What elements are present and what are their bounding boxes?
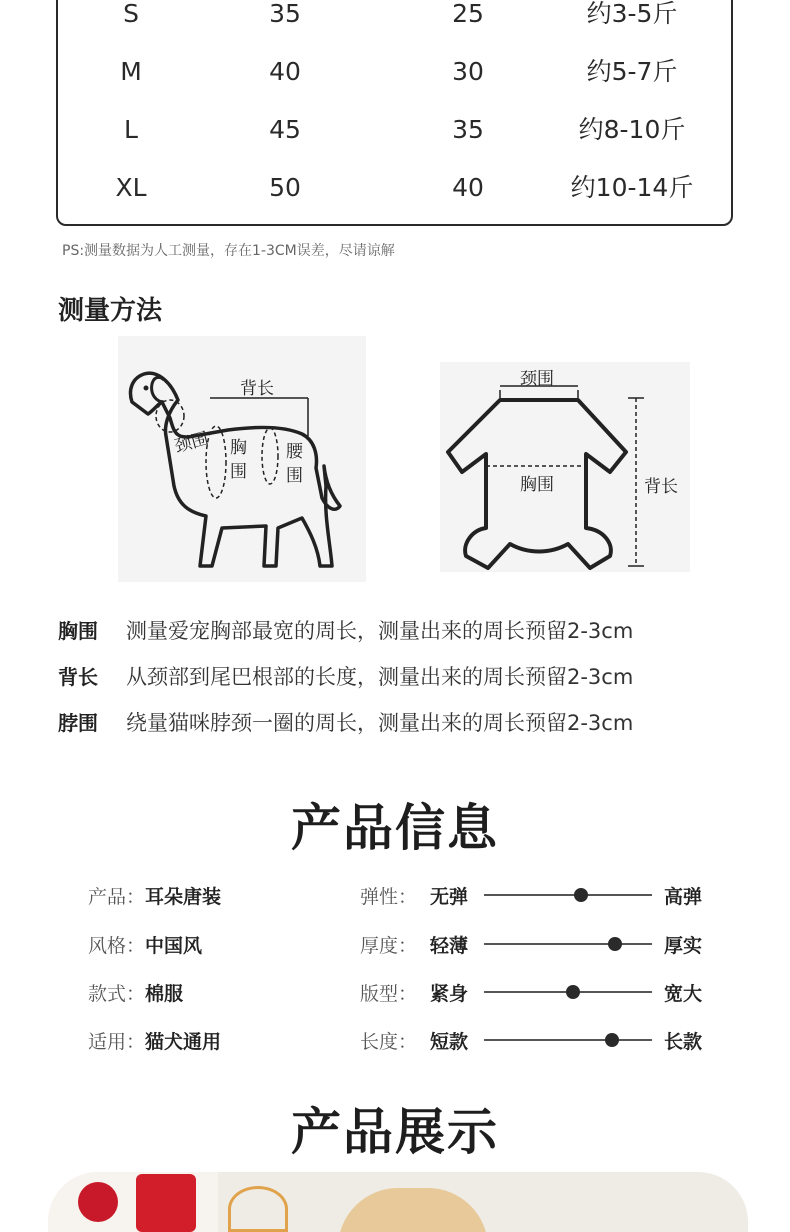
definition-term: 背长	[58, 665, 98, 689]
scale-min: 无弹	[430, 886, 469, 908]
size-note: PS:测量数据为人工测量，存在1-3CM误差，尽请谅解	[62, 243, 395, 259]
scale-elasticity	[360, 882, 730, 910]
scale-min: 紧身	[430, 983, 469, 1005]
scale-track	[484, 991, 652, 993]
dog-back-label: 背长	[240, 379, 274, 399]
scale-marker	[605, 1033, 619, 1047]
scale-length	[360, 1027, 730, 1055]
pet-fur	[338, 1188, 488, 1232]
table-row	[58, 52, 731, 92]
scale-marker	[566, 985, 580, 999]
garment-chest-label: 胸围	[520, 475, 554, 495]
red-ornament-icon	[78, 1182, 118, 1222]
scale-min: 轻薄	[430, 935, 469, 957]
definition-text: 测量爱宠胸部最宽的周长，测量出来的周长预留2-3cm	[126, 619, 634, 643]
scale-thickness	[360, 931, 730, 959]
scale-max: 宽大	[664, 983, 703, 1005]
dog-chest-label: 胸 围	[230, 438, 247, 482]
garment-outline-icon	[440, 362, 690, 572]
size-cell: L	[124, 115, 138, 144]
info-value: 耳朵唐装	[145, 886, 222, 908]
size-cell: 35	[269, 0, 301, 28]
product-info-title: 产品信息	[291, 799, 499, 857]
table-row	[58, 110, 731, 150]
product-display-title: 产品展示	[291, 1103, 499, 1161]
scale-max: 长款	[664, 1031, 703, 1053]
definition-row	[58, 706, 633, 740]
size-cell: 35	[452, 115, 484, 144]
size-cell: 约8-10斤	[578, 115, 686, 144]
scale-track	[484, 1039, 652, 1041]
scale-label: 厚度：	[360, 935, 418, 957]
garment-back-label: 背长	[644, 477, 678, 497]
garment-neck-label: 颈围	[520, 369, 554, 389]
fu-charm-icon	[136, 1174, 196, 1232]
measure-title: 测量方法	[58, 296, 163, 326]
table-row	[58, 168, 731, 208]
dog-waist-label: 腰 围	[286, 442, 303, 486]
scale-max: 厚实	[664, 935, 703, 957]
scale-fit	[360, 979, 730, 1007]
info-item	[88, 882, 221, 909]
size-cell: 30	[452, 57, 484, 86]
size-cell: 40	[452, 173, 484, 202]
scale-label: 长度：	[360, 1031, 418, 1053]
size-cell: S	[123, 0, 139, 28]
size-cell: 约3-5斤	[586, 0, 678, 28]
definition-term: 脖围	[58, 711, 98, 735]
info-value: 棉服	[145, 983, 184, 1005]
info-label: 款式：	[88, 983, 146, 1005]
info-value: 猫犬通用	[145, 1031, 222, 1053]
info-item	[88, 1027, 221, 1054]
definition-row	[58, 614, 633, 648]
size-cell: 约5-7斤	[586, 57, 678, 86]
definition-text: 绕量猫咪脖颈一圈的周长，测量出来的周长预留2-3cm	[126, 711, 634, 735]
table-row	[58, 0, 731, 34]
scale-marker	[608, 937, 622, 951]
info-item	[88, 931, 202, 958]
scale-max: 高弹	[664, 886, 703, 908]
size-table	[56, 0, 733, 226]
definition-text: 从颈部到尾巴根部的长度，测量出来的周长预留2-3cm	[126, 665, 634, 689]
info-label: 适用：	[88, 1031, 146, 1053]
size-cell: 40	[269, 57, 301, 86]
size-cell: 50	[269, 173, 301, 202]
size-cell: 45	[269, 115, 301, 144]
size-cell: 25	[452, 0, 484, 28]
definition-term: 胸围	[58, 619, 98, 643]
info-value: 中国风	[145, 935, 203, 957]
scale-label: 弹性：	[360, 886, 418, 908]
dog-diagram	[118, 336, 366, 582]
scale-min: 短款	[430, 1031, 469, 1053]
garment-diagram	[440, 362, 690, 572]
info-label: 产品：	[88, 886, 146, 908]
size-cell: XL	[115, 173, 147, 202]
scale-track	[484, 894, 652, 896]
info-label: 风格：	[88, 935, 146, 957]
scale-label: 版型：	[360, 983, 418, 1005]
dog-neck-label: 颈围	[172, 428, 211, 457]
size-cell: M	[120, 57, 142, 86]
info-item	[88, 979, 183, 1006]
product-photo	[48, 1172, 748, 1232]
definition-row	[58, 660, 633, 694]
size-cell: 约10-14斤	[570, 173, 694, 202]
scale-marker	[574, 888, 588, 902]
scale-track	[484, 943, 652, 945]
gold-decor-icon	[228, 1186, 288, 1232]
